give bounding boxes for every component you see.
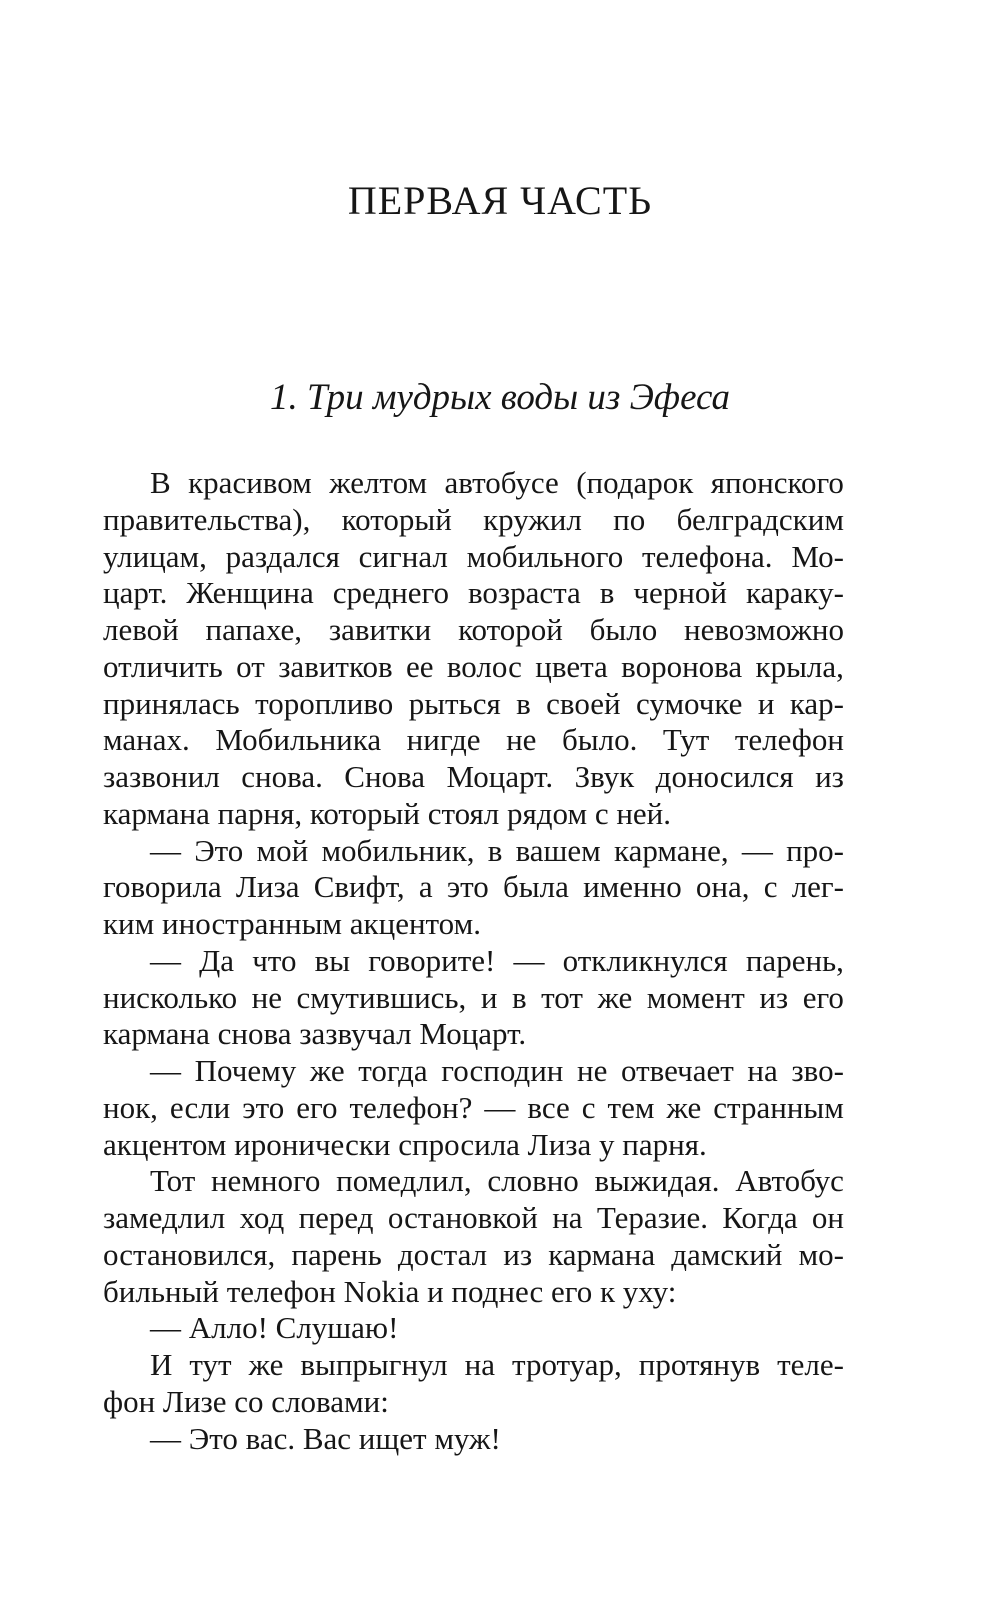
word: тут	[189, 1347, 232, 1382]
word: Теразие.	[596, 1200, 708, 1235]
word: про-	[786, 832, 844, 868]
word: откликнулся	[562, 942, 728, 978]
word: не	[251, 979, 283, 1015]
text-line	[103, 980, 844, 1017]
word: момент	[646, 979, 745, 1015]
word: Автобус	[735, 1163, 844, 1199]
word: черной	[633, 575, 727, 611]
word: протянув	[638, 1347, 761, 1382]
word: именно	[583, 869, 682, 905]
word: странным	[713, 1089, 844, 1125]
word: а	[418, 869, 433, 905]
word: отвечает	[621, 1053, 734, 1088]
word: Мо-	[791, 538, 844, 574]
word: Звук	[574, 759, 635, 794]
word: которой	[458, 612, 563, 647]
word: Свифт,	[313, 869, 405, 905]
word: это	[446, 869, 489, 905]
word: в	[599, 575, 615, 611]
word: же	[309, 1053, 345, 1088]
text-line	[103, 722, 844, 759]
word: замедлил	[103, 1200, 226, 1235]
text-line	[103, 539, 844, 576]
chapter-title: 1. Три мудрых воды из Эфеса	[270, 377, 730, 418]
word: сумочке	[636, 685, 743, 721]
word: парень,	[745, 942, 844, 978]
text-line	[103, 1053, 844, 1090]
word: не	[506, 722, 537, 758]
word: —	[741, 832, 773, 868]
word: японского	[710, 465, 844, 500]
word: вы	[314, 942, 351, 978]
word: вашем	[515, 832, 601, 868]
word: и	[480, 979, 498, 1015]
word: воронова	[621, 648, 743, 684]
word: телефон?	[349, 1089, 473, 1125]
word: зво-	[791, 1053, 844, 1088]
word: говорила	[103, 869, 222, 905]
word: волос	[446, 648, 522, 684]
word: торопливо	[255, 685, 394, 721]
word: его	[296, 1089, 338, 1125]
word: же	[248, 1347, 284, 1382]
word: Женщина	[186, 575, 314, 611]
word: она,	[695, 869, 750, 905]
word: раздался	[225, 538, 340, 574]
word: Снова	[344, 759, 426, 794]
word: возраста	[467, 575, 581, 611]
word: ее	[405, 648, 434, 684]
word: кар-	[789, 685, 844, 721]
word: достал	[397, 1236, 488, 1272]
word: белградским	[676, 501, 844, 537]
text-line: — Алло! Слушаю!	[150, 1310, 399, 1346]
word: рыться	[408, 685, 501, 721]
word: остановкой	[387, 1200, 538, 1235]
text-line	[103, 943, 844, 980]
word: правительства),	[103, 501, 311, 537]
word: выпрыгнул	[300, 1347, 448, 1382]
word: завитки	[328, 612, 432, 647]
word: по	[613, 501, 646, 537]
word: Тот	[150, 1163, 196, 1199]
word: кармане,	[614, 832, 729, 868]
word: доносился	[655, 759, 794, 794]
word: нок,	[103, 1089, 158, 1125]
word: среднего	[332, 575, 449, 611]
word: невозможно	[684, 612, 844, 647]
text-line	[103, 502, 844, 539]
word: мой	[256, 832, 309, 868]
text-line: фон Лизе со словами:	[103, 1383, 389, 1419]
word: смутившись,	[296, 979, 467, 1015]
word: манах.	[103, 722, 190, 758]
text-line	[103, 759, 844, 796]
text-line	[103, 649, 844, 686]
word: принялась	[103, 685, 240, 721]
word: своей	[546, 685, 621, 721]
word: с	[763, 869, 778, 905]
word: парень	[291, 1236, 382, 1272]
text-line	[103, 1347, 844, 1384]
word: тот	[541, 979, 583, 1015]
word: перед	[298, 1200, 374, 1235]
word: (подарок	[576, 465, 694, 500]
body-text	[103, 465, 844, 1457]
word: Лиза	[235, 869, 300, 905]
text-line: кармана снова зазвучал Моцарт.	[103, 1016, 527, 1052]
word: все	[527, 1089, 570, 1125]
word: в	[511, 979, 527, 1015]
word: —	[150, 1053, 181, 1088]
word: на	[552, 1200, 583, 1235]
word: Моцарт.	[446, 759, 554, 794]
word: остановился,	[103, 1236, 276, 1272]
word: словно	[487, 1163, 579, 1199]
text-line: кармана парня, который стоял рядом с ней.	[103, 795, 672, 831]
word: —	[484, 1089, 516, 1125]
word: было	[589, 612, 658, 647]
word: же	[666, 1089, 702, 1125]
word: в	[487, 832, 503, 868]
word: помедлил,	[336, 1163, 472, 1199]
text-line	[103, 833, 844, 870]
word: кружил	[483, 501, 582, 537]
word: была	[503, 869, 569, 905]
word: мобильник,	[321, 832, 475, 868]
word: сигнал	[358, 538, 448, 574]
word: папахе,	[205, 612, 303, 647]
word: В	[150, 465, 171, 500]
word: тротуар,	[512, 1347, 622, 1382]
text-line	[103, 575, 844, 612]
part-title: ПЕРВАЯ ЧАСТЬ	[347, 178, 653, 223]
text-line	[103, 869, 844, 906]
word: Когда	[722, 1200, 798, 1235]
word: автобусе	[444, 465, 559, 500]
word: из	[759, 979, 789, 1015]
word: господин	[441, 1053, 564, 1088]
word: лег-	[791, 869, 844, 905]
word: из	[815, 759, 844, 794]
word: кармана	[548, 1236, 656, 1272]
word: царт.	[103, 575, 168, 611]
word: говорите!	[368, 942, 496, 978]
word: —	[513, 942, 545, 978]
word: мобильного	[466, 538, 624, 574]
word: —	[150, 942, 181, 978]
word: улицам,	[103, 538, 207, 574]
text-line	[103, 1200, 844, 1237]
word: крыла,	[755, 648, 844, 684]
word: Почему	[194, 1053, 297, 1088]
text-line	[103, 1237, 844, 1274]
word: было.	[562, 722, 638, 758]
word: цвета	[535, 648, 608, 684]
word: Мобильника	[215, 722, 382, 758]
text-line: — Это вас. Вас ищет муж!	[150, 1420, 501, 1456]
word: на	[464, 1347, 496, 1382]
word: же	[597, 979, 633, 1015]
word: с	[581, 1089, 596, 1125]
word: караку-	[745, 575, 844, 611]
text-line: ким иностранным акцентом.	[103, 906, 481, 941]
word: в	[516, 685, 531, 721]
word: завитков	[278, 648, 393, 684]
word: Да	[199, 942, 235, 978]
text-line: бильный телефон Nokia и поднес его к уху:	[103, 1273, 677, 1309]
word: —	[150, 832, 181, 868]
word: и	[757, 685, 775, 721]
text-line	[103, 1163, 844, 1200]
word: мо-	[798, 1236, 844, 1272]
word: нигде	[406, 722, 481, 758]
word: его	[802, 979, 844, 1015]
word: выжидая.	[594, 1163, 720, 1199]
word: он	[811, 1200, 844, 1235]
word: от	[236, 648, 265, 684]
word: тогда	[358, 1053, 428, 1088]
text-line	[103, 686, 844, 723]
word: который	[341, 501, 452, 537]
word: телефона.	[641, 538, 773, 574]
text-line	[103, 465, 844, 502]
word: отличить	[103, 648, 223, 684]
word: если	[169, 1089, 231, 1125]
text-line: акцентом иронически спросила Лиза у парня.	[103, 1126, 707, 1162]
word: желтом	[329, 465, 428, 500]
word: зазвонил	[103, 759, 220, 794]
word: И	[150, 1347, 173, 1382]
word: Это	[194, 832, 244, 868]
word: это	[242, 1089, 285, 1125]
word: дамский	[671, 1236, 783, 1272]
word: немного	[210, 1163, 321, 1199]
word: снова.	[241, 759, 323, 794]
word: ход	[239, 1200, 285, 1235]
word: что	[252, 942, 297, 978]
text-line	[103, 612, 844, 649]
word: не	[577, 1053, 608, 1088]
word: красивом	[188, 465, 312, 500]
word: из	[503, 1236, 533, 1272]
word: левой	[103, 612, 179, 647]
word: Тут	[662, 722, 710, 758]
word: на	[747, 1053, 778, 1088]
word: нисколько	[103, 979, 238, 1015]
word: телефон	[734, 722, 844, 758]
word: теле-	[777, 1347, 844, 1382]
word: тем	[607, 1089, 655, 1125]
text-line	[103, 1090, 844, 1127]
